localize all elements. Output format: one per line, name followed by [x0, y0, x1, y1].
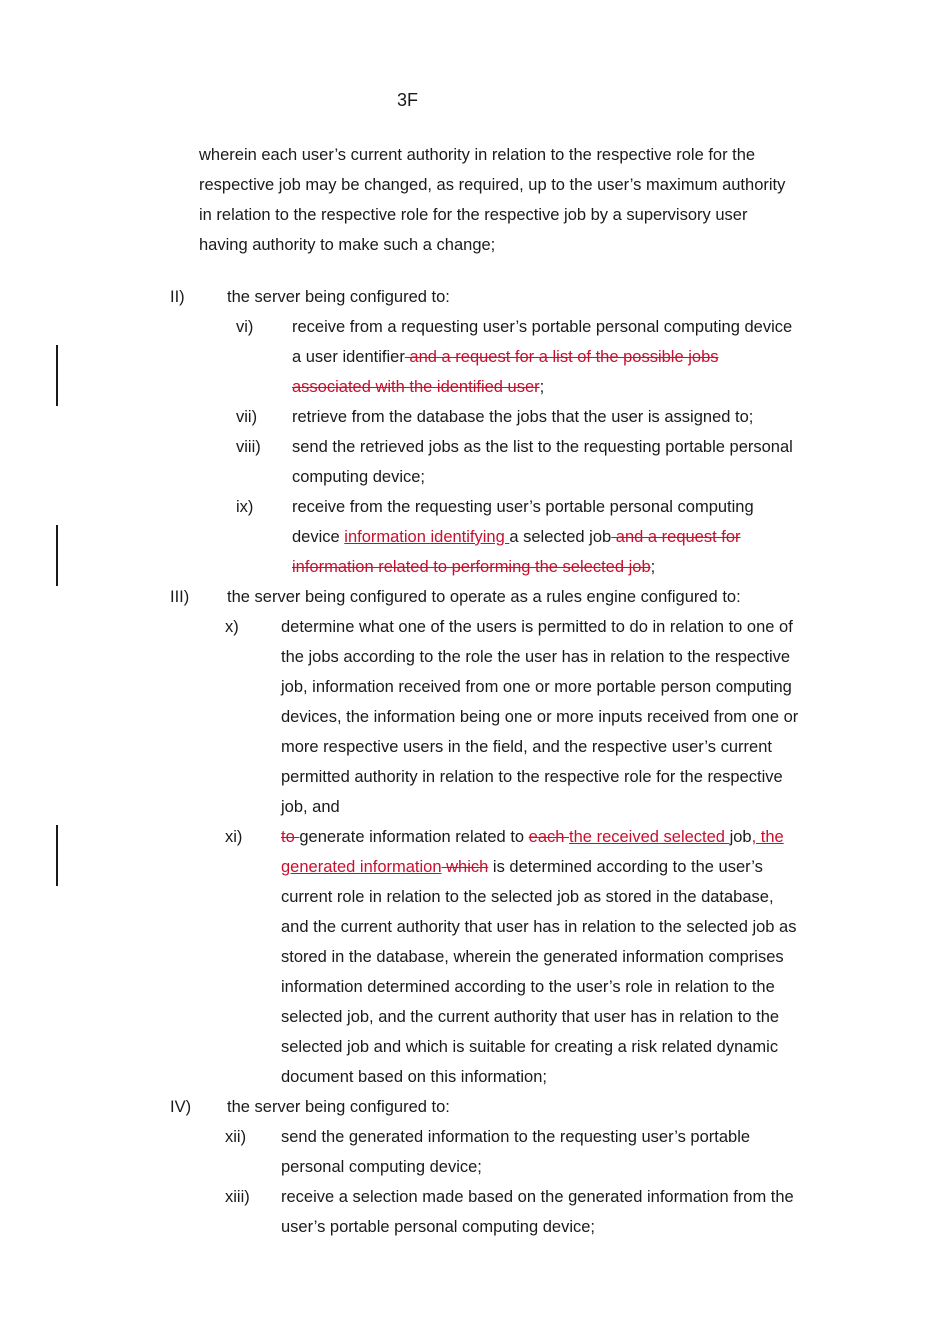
- item-text: information determined according to the user’s role in relation to the: [281, 978, 775, 996]
- item-text: computing device;: [292, 468, 425, 486]
- item-text: [292, 557, 655, 577]
- deleted-text: and a request for: [611, 528, 741, 546]
- text-run: job: [729, 828, 752, 846]
- item-text: selected job, and the current authority that user has in relation to the: [281, 1008, 780, 1026]
- item-number: xii): [225, 1128, 247, 1146]
- item-number: vi): [236, 318, 254, 336]
- deleted-text: associated with the identified user: [292, 378, 540, 396]
- deleted-text: each: [528, 828, 570, 846]
- item-number: viii): [236, 438, 261, 456]
- item-text: personal computing device;: [281, 1158, 482, 1176]
- item-text: retrieve from the database the jobs that the user is assigned to;: [292, 408, 754, 426]
- text-run: device: [292, 528, 345, 546]
- item-text: job, and: [281, 798, 340, 816]
- text-run: a selected job: [509, 528, 612, 546]
- text-run: generate information related to: [299, 828, 529, 846]
- item-text: selected job and which is suitable for creating a risk related dynamic: [281, 1038, 779, 1056]
- intro-line: in relation to the respective role for the respective job by a supervisory user: [199, 206, 748, 224]
- item-text: devices, the information being one or more inputs received from one or: [281, 708, 799, 726]
- item-text: receive from a requesting user’s portable personal computing device: [292, 318, 793, 336]
- item-text: send the retrieved jobs as the list to the requesting portable personal: [292, 438, 793, 456]
- item-text: determine what one of the users is permitted to do in relation to one of: [281, 618, 793, 636]
- page-number: 3F: [397, 90, 419, 110]
- item-number: ix): [236, 498, 254, 516]
- item-number: x): [225, 618, 239, 636]
- item-text: current role in relation to the selected job as stored in the database,: [281, 888, 774, 906]
- item-text: [292, 347, 719, 367]
- item-number: xi): [225, 828, 243, 846]
- inserted-text: information identifying: [344, 528, 510, 546]
- section-heading: the server being configured to operate as a rules engine configured to:: [227, 588, 741, 606]
- item-text: stored in the database, wherein the generated information comprises: [281, 948, 784, 966]
- section-number: IV): [170, 1098, 192, 1116]
- item-text: [281, 827, 784, 847]
- item-text: permitted authority in relation to the respective role for the respective: [281, 768, 783, 786]
- text-run: ;: [539, 378, 545, 396]
- item-number: xiii): [225, 1188, 250, 1206]
- item-text: document based on this information;: [281, 1068, 547, 1086]
- item-text: job, information received from one or more portable person computing: [281, 678, 792, 696]
- item-text: receive from the requesting user’s portable personal computing: [292, 498, 754, 516]
- item-number: vii): [236, 408, 258, 426]
- deleted-text: information related to performing the selected job: [292, 558, 651, 576]
- inserted-text: the received selected: [569, 828, 730, 846]
- deleted-text: to: [281, 828, 300, 846]
- item-text: send the generated information to the requesting user’s portable: [281, 1128, 751, 1146]
- text-run: ;: [650, 558, 656, 576]
- text-run: is determined according to the user’s: [488, 858, 763, 876]
- deleted-text: which: [441, 858, 489, 876]
- item-text: user’s portable personal computing device;: [281, 1218, 595, 1236]
- intro-line: respective job may be changed, as required, up to the user’s maximum authority: [199, 176, 786, 194]
- section-heading: the server being configured to:: [227, 1098, 450, 1116]
- change-bar: [56, 525, 58, 586]
- section-number: III): [170, 588, 190, 606]
- intro-line: having authority to make such a change;: [199, 236, 496, 254]
- intro-line: wherein each user’s current authority in relation to the respective role for the: [199, 146, 756, 164]
- item-text: [292, 377, 544, 397]
- section-number: II): [170, 288, 185, 306]
- deleted-text: and a request for a list of the possible jobs: [404, 348, 719, 366]
- inserted-text: generated information: [281, 858, 442, 876]
- item-text: [281, 857, 763, 877]
- inserted-text: , the: [751, 828, 784, 846]
- item-text: receive a selection made based on the generated information from the: [281, 1188, 794, 1206]
- item-text: more respective users in the field, and the respective user’s current: [281, 738, 772, 756]
- section-heading: the server being configured to:: [227, 288, 450, 306]
- text-run: a user identifier: [292, 348, 405, 366]
- item-text: and the current authority that user has in relation to the selected job as: [281, 918, 797, 936]
- item-text: [292, 527, 741, 547]
- change-bar: [56, 825, 58, 886]
- item-text: the jobs according to the role the user has in relation to the respective: [281, 648, 791, 666]
- change-bar: [56, 345, 58, 406]
